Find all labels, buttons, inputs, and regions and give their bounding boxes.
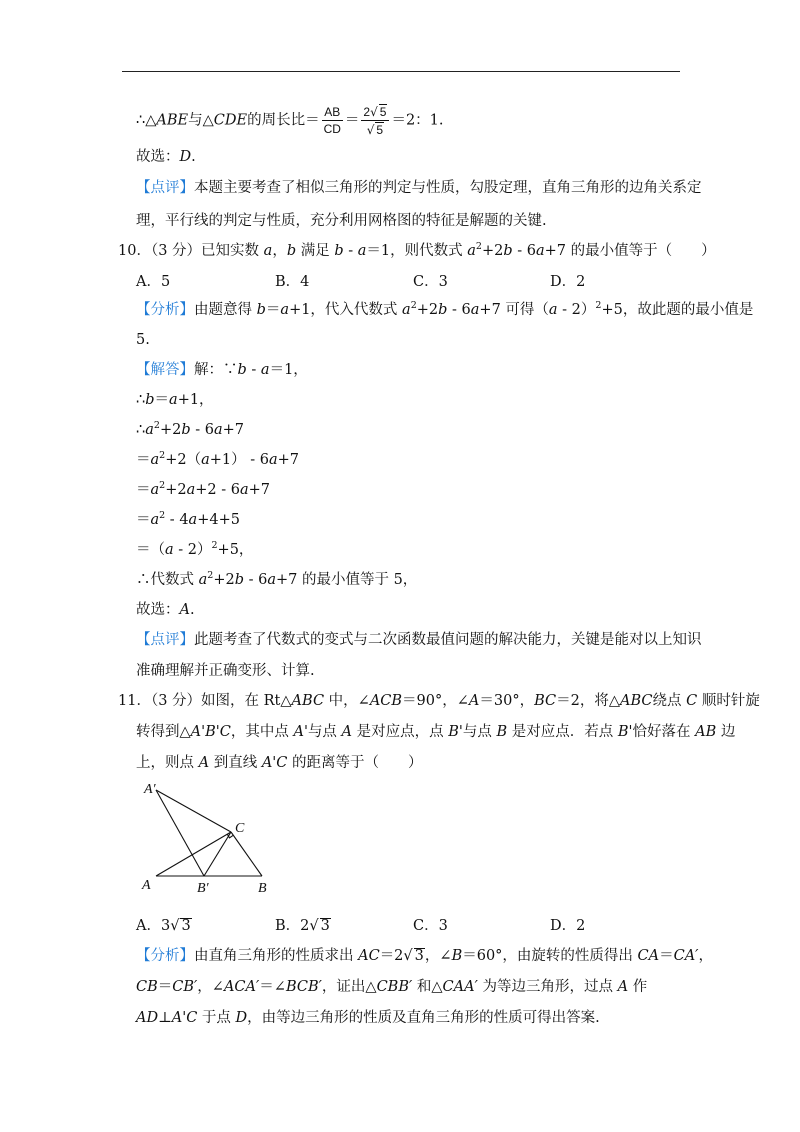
- q10-comment-line-1: [136, 630, 702, 650]
- answer-line: [136, 147, 196, 167]
- var: D: [235, 1010, 248, 1026]
- exponent: 2: [211, 540, 218, 551]
- text: 与△: [188, 112, 214, 129]
- var: BC: [534, 693, 557, 709]
- analysis-tag: 【分析】: [136, 302, 194, 318]
- var: CA′: [673, 948, 699, 964]
- var: B': [617, 724, 633, 740]
- text: +2: [159, 422, 182, 438]
- text: 解：∵: [194, 362, 238, 378]
- text: ＝: [136, 512, 151, 528]
- question-10: [118, 241, 716, 261]
- var: A: [468, 693, 480, 709]
- header-rule: [122, 71, 680, 72]
- var: a: [357, 243, 367, 259]
- label-b: B: [258, 881, 267, 896]
- var: a: [260, 362, 270, 378]
- text: ∴: [136, 422, 146, 438]
- text: 边: [716, 724, 736, 740]
- radicand: 3: [414, 948, 424, 964]
- text: - 6: [447, 302, 471, 318]
- analysis-tag: 【分析】: [136, 948, 194, 964]
- text: 恰好落在: [632, 724, 696, 740]
- text: +1，: [177, 392, 214, 408]
- var: a: [150, 482, 160, 498]
- text: ，∠: [197, 979, 224, 995]
- var: ACA′: [223, 979, 260, 995]
- text: .: [191, 149, 196, 165]
- text: ＝30°，: [479, 693, 535, 709]
- text: ，其中点: [230, 724, 294, 740]
- exponent: 2: [595, 300, 602, 311]
- denominator: [361, 121, 389, 137]
- answer: D: [179, 149, 192, 165]
- var: A'C: [171, 1010, 198, 1026]
- var: a: [263, 243, 273, 259]
- text: - 6: [512, 243, 536, 259]
- text: - 2）: [557, 302, 596, 318]
- var: CA: [637, 948, 660, 964]
- text: 此题考查了代数式的变式与二次函数最值问题的解决能力，关键是能对以上知识: [194, 632, 702, 648]
- text: ＝1，则代数式: [366, 243, 468, 259]
- text: ＝2，将△: [556, 693, 621, 709]
- text: ，∠: [424, 948, 452, 964]
- fraction-ab-cd: [322, 105, 343, 136]
- exponent: 2: [159, 510, 166, 521]
- var: a: [165, 542, 174, 558]
- var: AC: [358, 948, 380, 964]
- option-c: C．3: [413, 274, 448, 290]
- var: a: [467, 243, 476, 259]
- text: +4+5: [197, 512, 240, 528]
- var: CB′: [172, 979, 198, 995]
- q10-comment-line-2: 准确理解并正确变形、计算.: [136, 663, 315, 679]
- text: 绕点: [652, 693, 687, 709]
- var: ABE: [156, 112, 189, 129]
- text: B．2: [275, 918, 310, 934]
- analysis-line-1: [136, 300, 753, 320]
- step-2: [136, 420, 244, 440]
- text: ＝: [344, 112, 360, 129]
- comment-tag: 【点评】: [136, 180, 194, 196]
- q11-analysis-line-2: [136, 977, 647, 997]
- comment-tag: 【点评】: [136, 632, 194, 648]
- label-c: C: [235, 821, 245, 836]
- var: A: [617, 979, 629, 995]
- text: +1） - 6: [209, 452, 269, 468]
- var: AD: [136, 1010, 159, 1026]
- text: +7: [277, 452, 299, 468]
- text: +5，: [217, 542, 254, 558]
- q11-option-a: [136, 916, 192, 936]
- q11-option-c: C．3: [413, 918, 448, 934]
- text: 上，则点: [136, 755, 199, 771]
- comment-line-1: [136, 178, 702, 198]
- var: A'B'C: [190, 724, 231, 740]
- text: ，证出△: [321, 979, 377, 995]
- exponent: 2: [159, 450, 166, 461]
- text: 10．（3 分）已知实数: [118, 243, 264, 259]
- label-a-prime: A′: [144, 782, 156, 797]
- answer: A: [179, 602, 190, 618]
- q11-option-d: D．2: [550, 918, 586, 934]
- segment-ac: [156, 832, 231, 876]
- text: ＝90°，∠: [402, 693, 469, 709]
- text: ＝60°，由旋转的性质得出: [462, 948, 638, 964]
- text: ＝1，: [269, 362, 308, 378]
- text: +2: [481, 243, 504, 259]
- var: CBB′: [376, 979, 413, 995]
- text: ，由等边三角形的性质及直角三角形的性质可得出答案.: [247, 1010, 600, 1026]
- var: a: [535, 243, 545, 259]
- option-b: B．4: [275, 274, 310, 290]
- var: B: [496, 724, 508, 740]
- radicand: 5: [376, 123, 384, 137]
- sqrt-symbol: √: [403, 948, 413, 964]
- var: b: [334, 243, 344, 259]
- text: 由直角三角形的性质求出: [194, 948, 359, 964]
- var: a: [150, 512, 160, 528]
- text: 故选：: [136, 602, 180, 618]
- var: a: [548, 302, 558, 318]
- text: 的距离等于（ ）: [287, 755, 423, 771]
- text: A．3: [136, 918, 171, 934]
- var: a: [239, 482, 249, 498]
- text: 到直线: [209, 755, 262, 771]
- q10-answer-line: [136, 600, 195, 620]
- var: a: [402, 302, 411, 318]
- var: a: [188, 512, 198, 528]
- text: 为等边三角形，过点: [477, 979, 618, 995]
- text: 与点: [462, 724, 497, 740]
- text: ＝2: [379, 948, 404, 964]
- exponent: 2: [207, 570, 214, 581]
- var: a: [150, 452, 160, 468]
- perimeter-ratio-line: [136, 104, 444, 137]
- text: +7: [222, 422, 244, 438]
- text: 11．（3 分）如图，在 Rt△: [118, 693, 292, 709]
- text: 由题意得: [194, 302, 257, 318]
- text: ＝: [136, 452, 151, 468]
- text: ＝: [265, 302, 281, 318]
- label-b-prime: B′: [197, 881, 209, 896]
- var: a: [145, 422, 154, 438]
- exponent: 2: [410, 300, 417, 311]
- exponent: 2: [159, 480, 166, 491]
- var: A: [341, 724, 353, 740]
- coef: 2: [363, 105, 371, 119]
- var: BCB′: [285, 979, 322, 995]
- text: ，: [272, 243, 287, 259]
- text: ，: [698, 948, 713, 964]
- var: A'C: [261, 755, 288, 771]
- numerator: AB: [322, 105, 343, 121]
- text: +1，代入代数式: [289, 302, 403, 318]
- text: - 6: [190, 422, 214, 438]
- var: b: [503, 243, 513, 259]
- fraction-sqrt5: [361, 104, 389, 137]
- text: +2 - 6: [195, 482, 240, 498]
- option-a: A．5: [136, 274, 171, 290]
- comment-line-2: [136, 211, 547, 231]
- segment-b-prime-c: [204, 832, 231, 876]
- step-1: [136, 390, 214, 410]
- text: .: [189, 602, 195, 618]
- var: ABC: [291, 693, 325, 709]
- radicand: 5: [379, 105, 387, 119]
- sqrt-symbol: √: [370, 105, 378, 119]
- solution-line-1: [136, 360, 308, 380]
- text: 中，∠: [324, 693, 370, 709]
- text: ∴代数式: [136, 572, 199, 588]
- var: C: [686, 693, 698, 709]
- text: -: [343, 243, 358, 259]
- var: a: [470, 302, 480, 318]
- rotation-triangle-figure: [136, 778, 296, 900]
- text: 于点: [197, 1010, 236, 1026]
- q11-option-b: [275, 916, 331, 936]
- radicand: 3: [320, 918, 330, 934]
- q11-analysis-line-3: [136, 1008, 600, 1028]
- denominator: CD: [323, 122, 341, 136]
- var: a: [169, 392, 178, 408]
- text: 满足: [296, 243, 335, 259]
- var: b: [181, 422, 191, 438]
- text: +2: [165, 482, 187, 498]
- numerator: [361, 104, 389, 121]
- text: - 2）: [173, 542, 212, 558]
- var: B': [448, 724, 463, 740]
- step-3: [136, 450, 299, 470]
- question-11-line-3: [136, 753, 422, 773]
- text: - 4: [165, 512, 189, 528]
- text: +7: [248, 482, 270, 498]
- var: CB: [136, 979, 158, 995]
- step-4: [136, 480, 270, 500]
- var: b: [145, 392, 155, 408]
- var: b: [438, 302, 448, 318]
- text: 与点: [307, 724, 342, 740]
- var: A': [293, 724, 308, 740]
- var: b: [234, 572, 244, 588]
- var: a: [198, 572, 208, 588]
- text: -: [246, 362, 261, 378]
- text: +2: [213, 572, 235, 588]
- text: ＝: [659, 948, 674, 964]
- text: 是对应点．若点: [507, 724, 618, 740]
- solution-tag: 【解答】: [136, 362, 194, 378]
- text: ∴: [136, 392, 146, 408]
- var: a: [280, 302, 290, 318]
- text: - 6: [243, 572, 268, 588]
- sqrt-symbol: √: [170, 918, 180, 934]
- text: 作: [628, 979, 648, 995]
- text: 故选：: [136, 149, 180, 165]
- var: a: [268, 452, 278, 468]
- var: ABC: [620, 693, 653, 709]
- var: b: [256, 302, 266, 318]
- var: CDE: [213, 112, 248, 129]
- text: +7 的最小值等于（ ）: [544, 243, 716, 259]
- var: b: [237, 362, 247, 378]
- var: a: [186, 482, 196, 498]
- step-5: [136, 510, 240, 530]
- text: +2（: [165, 452, 202, 468]
- segment-cb: [231, 832, 262, 876]
- var: CAA′: [442, 979, 478, 995]
- analysis-line-2: 5.: [136, 332, 150, 348]
- var: b: [286, 243, 297, 259]
- var: a: [201, 452, 210, 468]
- var: a: [267, 572, 276, 588]
- sqrt-symbol: √: [309, 918, 319, 934]
- exponent: 2: [153, 420, 160, 431]
- q11-analysis-line-1: [136, 946, 713, 966]
- question-11-line-1: [118, 691, 760, 711]
- text: ＝2：1.: [391, 112, 444, 129]
- text: ＝: [136, 482, 151, 498]
- option-d: D．2: [550, 274, 586, 290]
- text: 转得到△: [136, 724, 191, 740]
- var: ACB: [369, 693, 403, 709]
- text: 本题主要考查了相似三角形的判定与性质，勾股定理，直角三角形的边角关系定: [194, 180, 702, 196]
- text: +2: [416, 302, 439, 318]
- text: ＝∠: [259, 979, 286, 995]
- exponent: 2: [475, 241, 482, 252]
- text: ＝: [157, 979, 173, 995]
- var: a: [213, 422, 223, 438]
- text: +7 可得（: [479, 302, 549, 318]
- text: 的周长比＝: [247, 112, 320, 129]
- label-a: A: [142, 878, 151, 893]
- text: ⊥: [158, 1010, 172, 1026]
- text: 和△: [412, 979, 443, 995]
- radicand: 3: [181, 918, 191, 934]
- text: 顺时针旋: [697, 693, 760, 709]
- text: ＝: [154, 392, 170, 408]
- text: 是对应点，点: [352, 724, 449, 740]
- step-7: [136, 570, 417, 590]
- var: B: [451, 948, 463, 964]
- var: AB: [695, 724, 717, 740]
- step-6: [136, 540, 253, 560]
- question-11-line-2: [136, 722, 735, 742]
- text: 理，平行线的判定与性质，充分利用网格图的特征是解题的关键.: [136, 213, 547, 229]
- text: +5，故此题的最小值是: [601, 302, 754, 318]
- text: ＝（: [136, 542, 165, 558]
- text: +7 的最小值等于 5，: [275, 572, 418, 588]
- text: ∴△: [136, 112, 157, 129]
- sqrt-symbol: √: [366, 123, 375, 137]
- var: A: [198, 755, 210, 771]
